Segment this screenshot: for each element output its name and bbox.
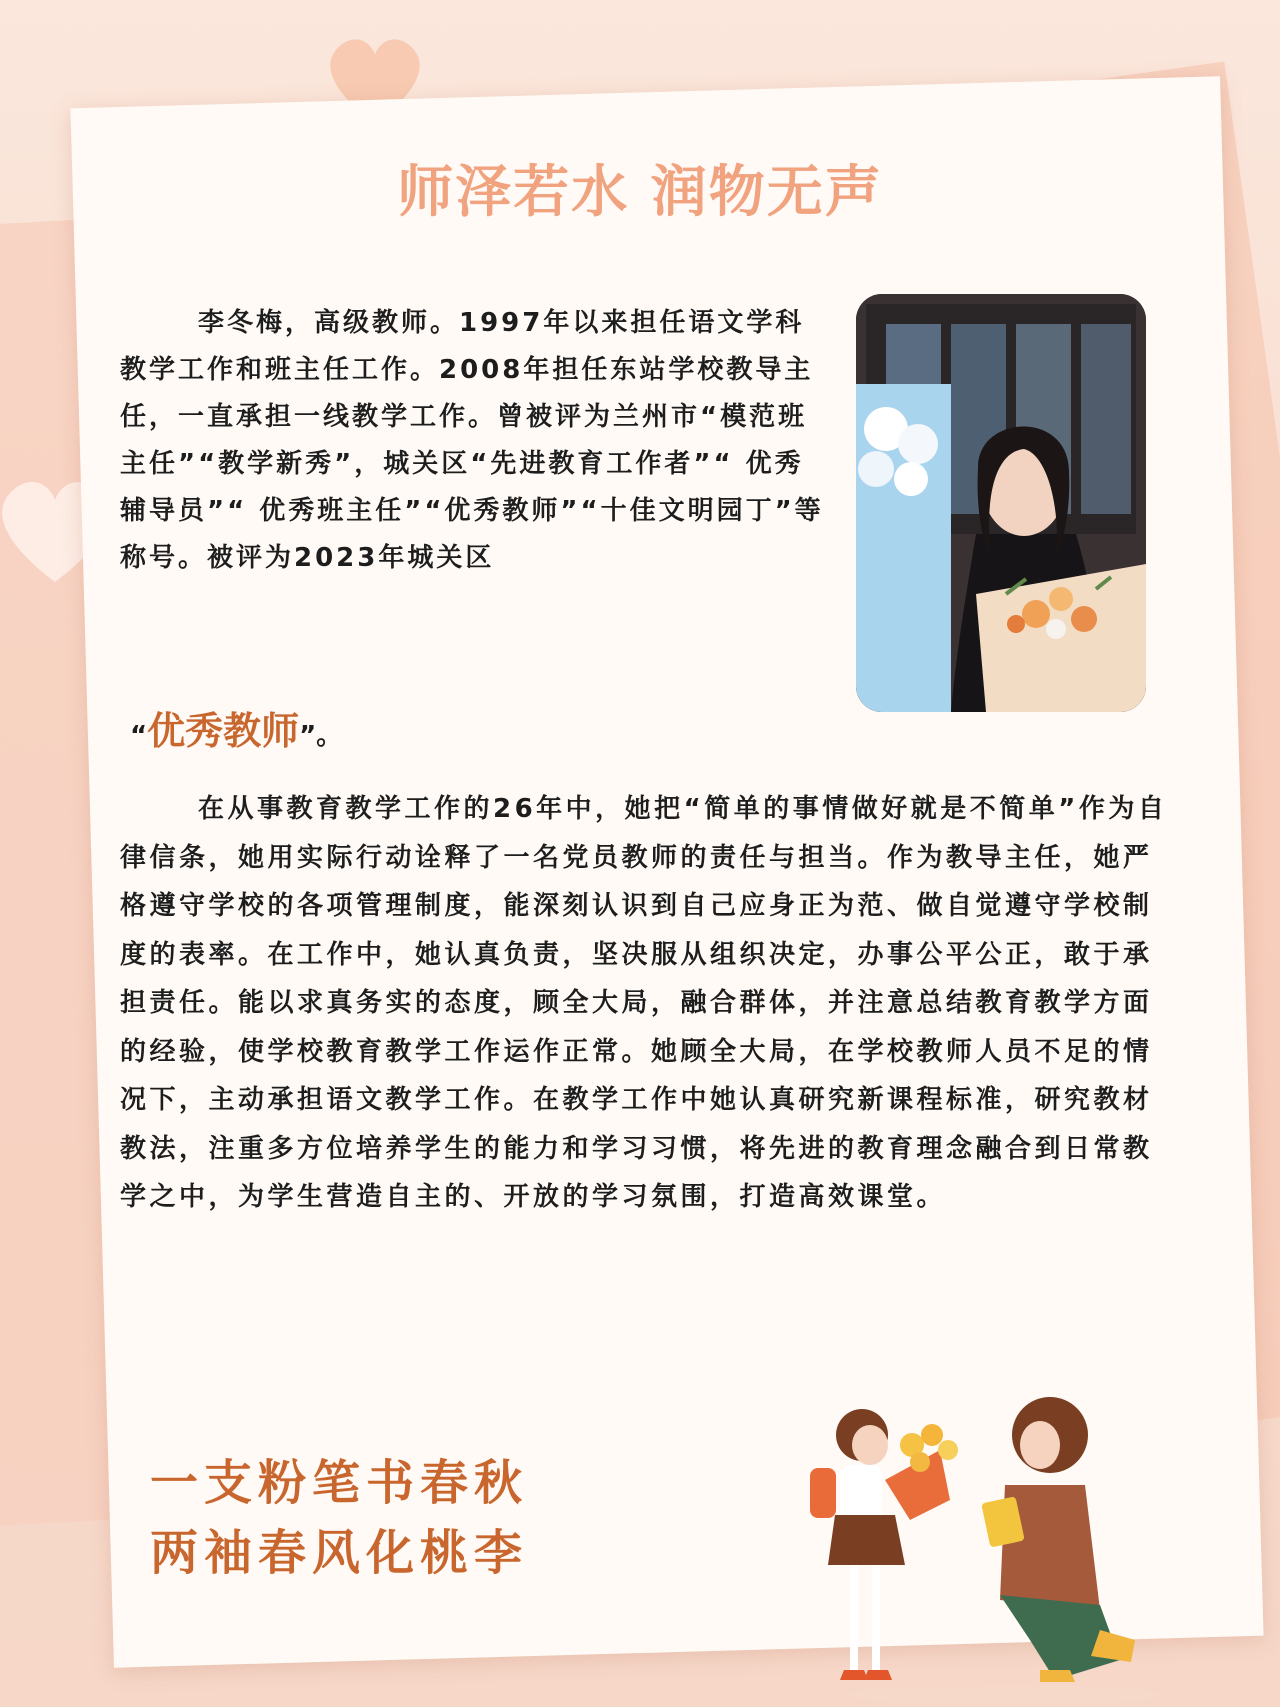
intro-paragraph — [120, 300, 825, 582]
body-paragraph — [120, 785, 1175, 1222]
slogan-line-2: 两袖春风化桃李 — [150, 1525, 529, 1581]
award-open-quote: “ — [130, 721, 148, 751]
teacher-photo — [856, 294, 1146, 712]
poster-title: 师泽若水 润物无声 — [397, 159, 883, 225]
award-line — [130, 700, 342, 755]
award-close-quote: ”。 — [299, 721, 343, 751]
body-text: 在从事教育教学工作的26年中，她把“简单的事情做好就是不简单”作为自律信条，她用实际行动诠释了一名党员教师的责任与担当。作为教导主任，她严格遵守学校的各项管理制度，能深刻认识到自己应身正为范、做自觉遵守学校制度的表率。在工作中，她认真负责，坚决服从组织决定，办事公平公正，敢于承担责任。能以求真务实的态度，顾全大局，融合群体，并注意总结教育教学方面的经验，使学校教育教学工作运作正常。她顾全大局，在学校教师人员不足的情况下，主动承担语文教学工作。在教学工作中她认真研究新课程标准，研究教材教法，注重多方位培养学生的能力和学习习惯，将先进的教育理念融合到日常教学之中，为学生营造自主的、开放的学习氛围，打造高效课堂。 — [120, 794, 1168, 1212]
intro-text: 李冬梅，高级教师。1997年以来担任语文学科教学工作和班主任工作。2008年担任东站学校教导主任，一直承担一线教学工作。曾被评为兰州市“模范班主任”“教学新秀”，城关区“先进教育工作者”“ 优秀辅导员”“ 优秀班主任”“优秀教师”“十佳文明园丁”等称号。被评为2023年城关区 — [120, 308, 824, 573]
award-title: 优秀教师 — [147, 708, 300, 753]
teacher-portrait-icon — [856, 294, 1146, 712]
student-teacher-illustration-icon — [800, 1390, 1170, 1705]
slogan-line-1: 一支粉笔书春秋 — [150, 1455, 529, 1511]
slogan — [150, 1448, 528, 1588]
